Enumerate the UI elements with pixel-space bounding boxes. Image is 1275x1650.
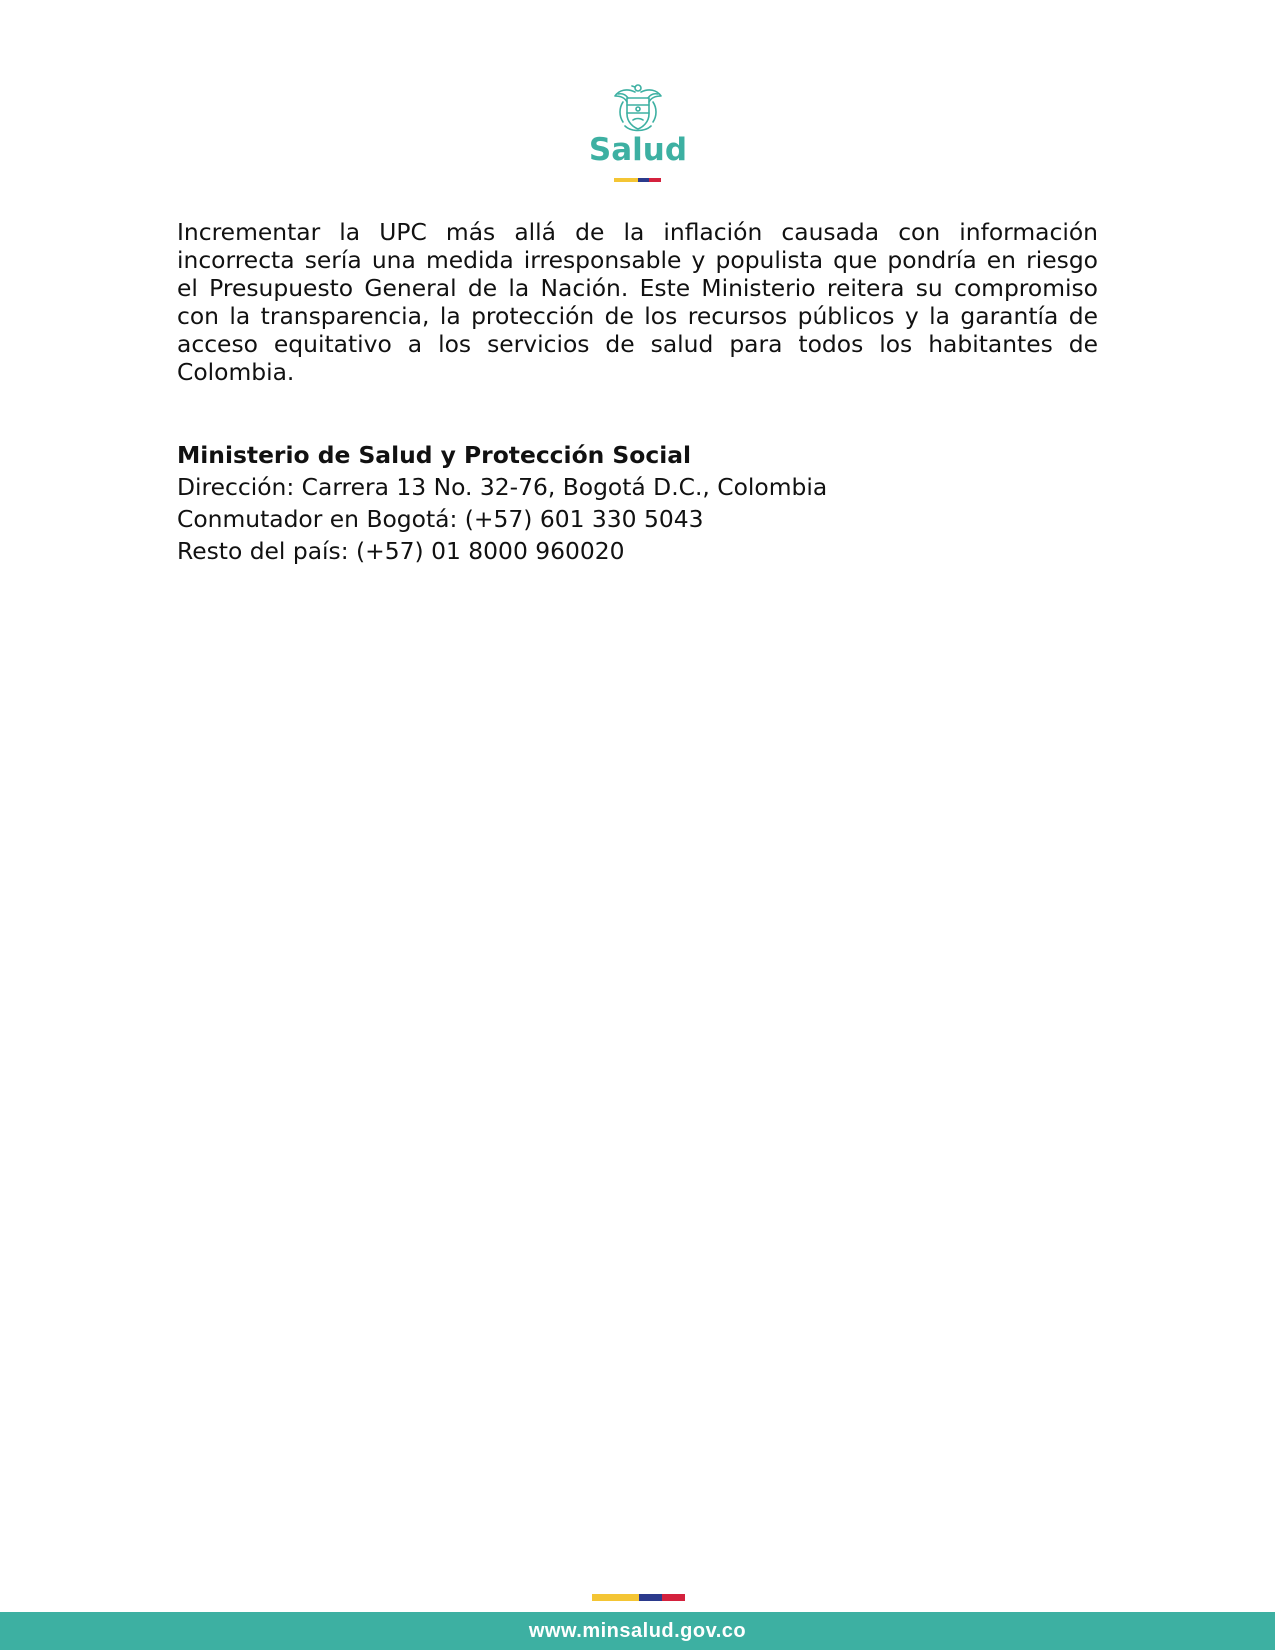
letterhead	[0, 0, 1275, 200]
signature-address: Dirección: Carrera 13 No. 32-76, Bogotá D.C., Colombia	[177, 473, 828, 501]
body-paragraph: Incrementar la UPC más allá de la inflación causada con información incorrecta sería una medida irresponsable y populista que pondría en riesgo el Presupuesto General de la Nación. Este Ministerio reitera su compromiso con la transparencia, la protección de los recursos públicos y la garantía de acceso equitativo a los servicios de salud para todos los habitantes de Colombia.	[177, 218, 1098, 386]
flag-stripe-bottom	[592, 1594, 685, 1601]
signature-switchboard: Conmutador en Bogotá: (+57) 601 330 5043	[177, 505, 704, 533]
signature-national-line: Resto del país: (+57) 01 8000 960020	[177, 537, 625, 565]
flag-stripe-top	[614, 178, 661, 182]
colombia-coat-of-arms-icon	[613, 82, 663, 134]
footer-band	[0, 1612, 1275, 1650]
footer-website-link[interactable]: www.minsalud.gov.co	[528, 1619, 747, 1642]
signature-organization: Ministerio de Salud y Protección Social	[177, 441, 692, 469]
signature-block	[177, 439, 1098, 567]
document-body	[177, 218, 1098, 386]
brand-logo-text: Salud	[588, 132, 688, 168]
